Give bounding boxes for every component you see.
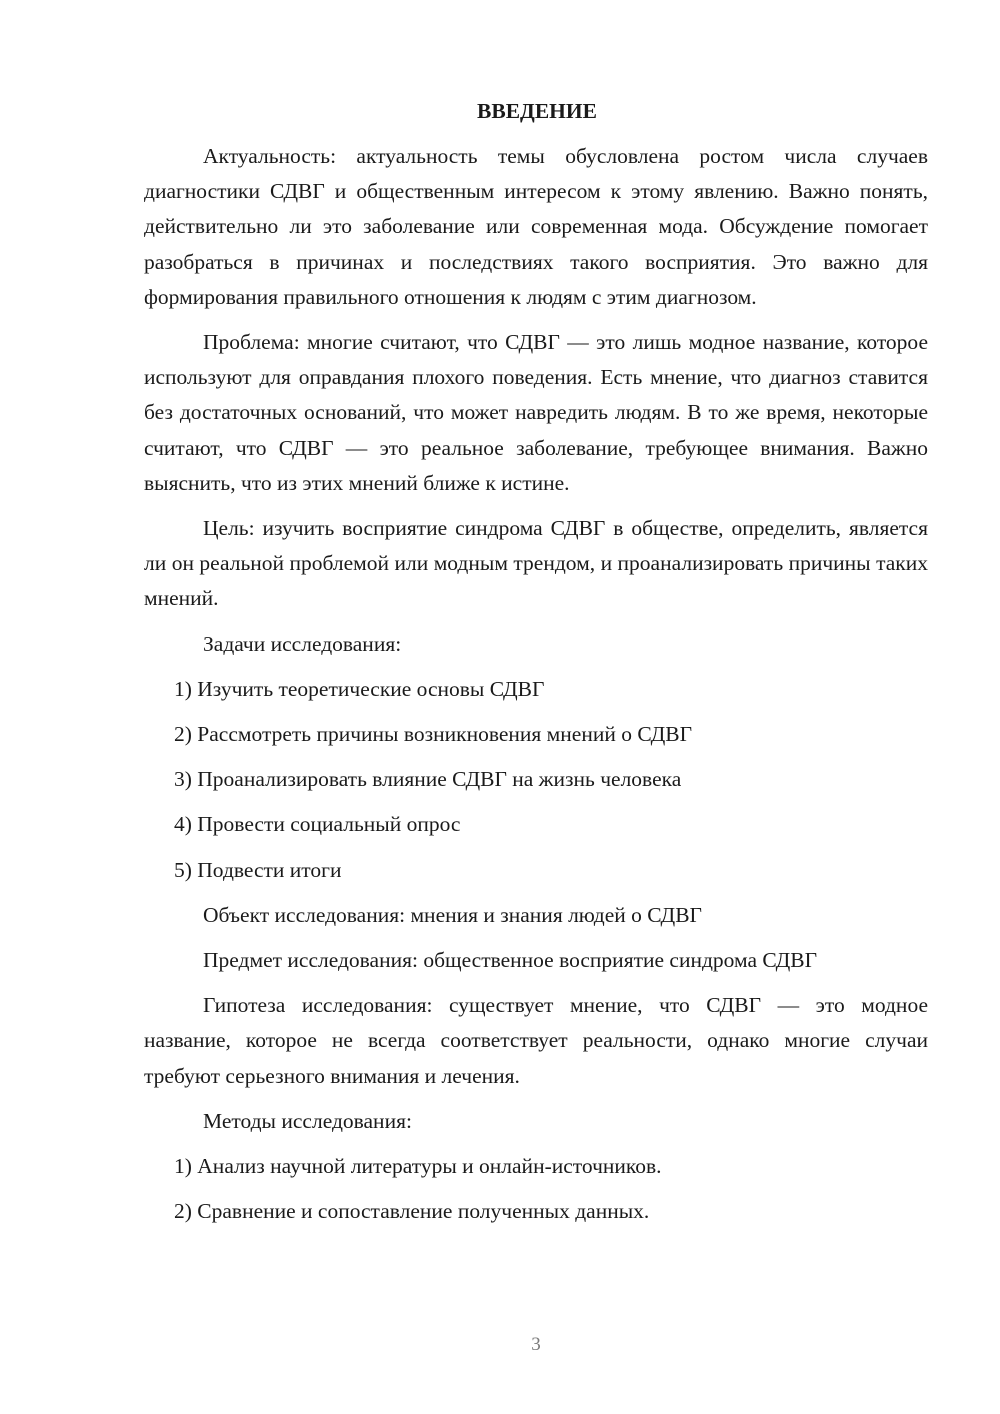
list-item: 3) Проанализировать влияние СДВГ на жизнь человека [174, 767, 682, 792]
goal-paragraph: Цель: изучить восприятие синдрома СДВГ в обществе, определить, является ли он реальной проблемой или модным трендом, и проанализировать причины таких мнений. [144, 516, 928, 611]
subject-paragraph: Предмет исследования: общественное восприятие синдрома СДВГ [203, 948, 818, 973]
relevance-paragraph: Актуальность: актуальность темы обусловлена ростом числа случаев диагностики СДВГ и общественным интересом к этому явлению. Важно понять, действительно ли это заболевание или современная мода. Обсуждение помогает разобраться в причинах и последствиях такого восприятия. Это важно для формирования правильного отношения к людям с этим диагнозом. [144, 144, 928, 309]
list-item: 2) Рассмотреть причины возникновения мнений о СДВГ [174, 722, 693, 747]
list-item: 1) Анализ научной литературы и онлайн-источников. [174, 1154, 662, 1179]
list-item: 2) Сравнение и сопоставление полученных данных. [174, 1199, 650, 1224]
problem-paragraph: Проблема: многие считают, что СДВГ — это лишь модное название, которое используют для оправдания плохого поведения. Есть мнение, что диагноз ставится без достаточных оснований, что может навредить людям. В то же время, некоторые считают, что СДВГ — это реальное заболевание, требующее внимания. Важно выяснить, что из этих мнений ближе к истине. [144, 330, 928, 495]
page-number: 3 [531, 1334, 541, 1355]
hypothesis-paragraph: Гипотеза исследования: существует мнение, что СДВГ — это модное название, которое не всегда соответствует реальности, однако многие случаи требуют серьезного внимания и лечения. [144, 993, 928, 1088]
list-item: 4) Провести социальный опрос [174, 812, 461, 837]
section-heading: ВВЕДЕНИЕ [477, 99, 597, 123]
object-paragraph: Объект исследования: мнения и знания людей о СДВГ [203, 902, 702, 927]
list-item: 1) Изучить теоретические основы СДВГ [174, 676, 545, 701]
methods-list [144, 1149, 928, 1229]
methods-title: Методы исследования: [203, 1108, 412, 1133]
tasks-list [144, 672, 928, 888]
list-item: 5) Подвести итоги [174, 857, 342, 882]
document-page [144, 95, 928, 1239]
tasks-title: Задачи исследования: [203, 631, 402, 656]
